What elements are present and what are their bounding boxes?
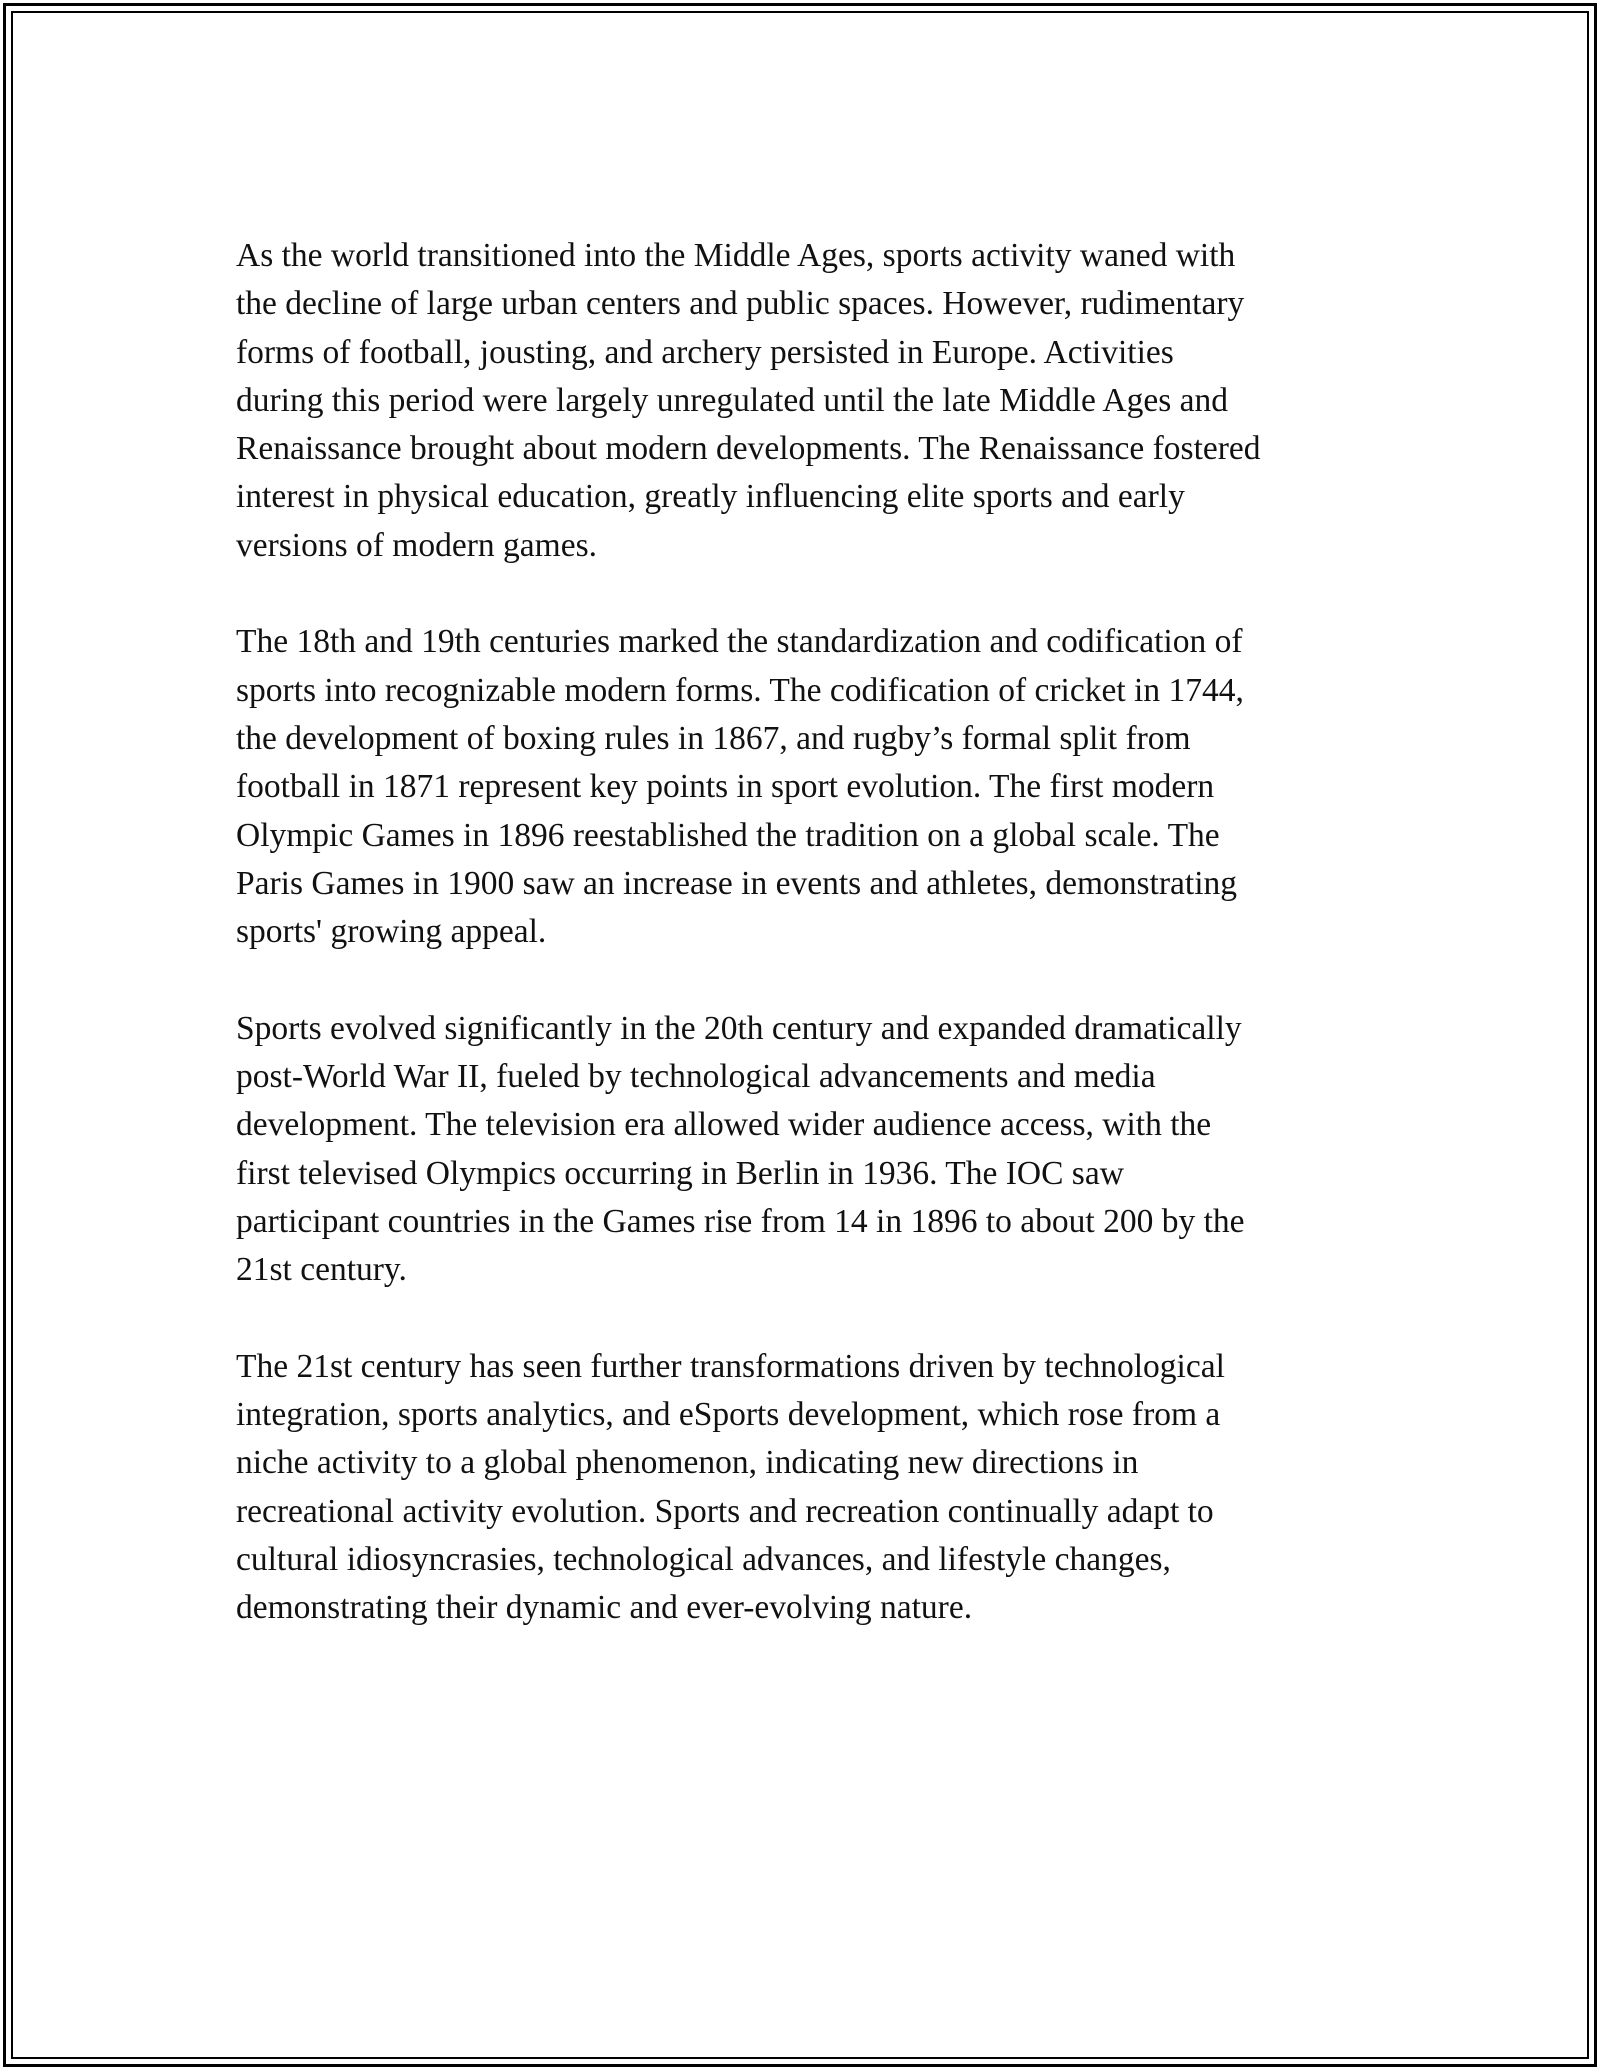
text-line: Sports evolved significantly in the 20th century and expanded dramatically	[236, 1009, 1242, 1047]
text-line: the decline of large urban centers and public spaces. However, rudimentary	[236, 285, 1245, 323]
text-line: niche activity to a global phenomenon, indicating new directions in	[236, 1444, 1139, 1482]
paragraph-20th-century	[236, 1005, 1366, 1295]
text-line: demonstrating their dynamic and ever-evolving nature.	[236, 1589, 973, 1627]
text-line: development. The television era allowed wider audience access, with the	[236, 1106, 1212, 1144]
text-line: Olympic Games in 1896 reestablished the tradition on a global scale. The	[236, 816, 1220, 854]
text-line: sports' growing appeal.	[236, 913, 547, 951]
text-line: 21st century.	[236, 1251, 407, 1289]
text-line: The 18th and 19th centuries marked the standardization and codification of	[236, 623, 1243, 661]
text-line: integration, sports analytics, and eSports development, which rose from a	[236, 1396, 1221, 1434]
paragraph-21st-century	[236, 1343, 1366, 1633]
text-line: cultural idiosyncrasies, technological advances, and lifestyle changes,	[236, 1541, 1171, 1579]
text-line: during this period were largely unregulated until the late Middle Ages and	[236, 381, 1229, 419]
paragraph-18th-19th-centuries	[236, 618, 1366, 956]
text-line: interest in physical education, greatly influencing elite sports and early	[236, 478, 1185, 516]
text-line: recreational activity evolution. Sports and recreation continually adapt to	[236, 1492, 1214, 1530]
text-line: Paris Games in 1900 saw an increase in events and athletes, demonstrating	[236, 864, 1238, 902]
text-line: football in 1871 represent key points in sport evolution. The first modern	[236, 768, 1215, 806]
text-line: the development of boxing rules in 1867, and rugby’s formal split from	[236, 719, 1191, 757]
text-line: The 21st century has seen further transformations driven by technological	[236, 1347, 1225, 1385]
text-line: post-World War II, fueled by technological advancements and media	[236, 1058, 1156, 1096]
text-line: participant countries in the Games rise from 14 in 1896 to about 200 by the	[236, 1202, 1245, 1240]
document-body	[236, 232, 1366, 1681]
text-line: first televised Olympics occurring in Berlin in 1936. The IOC saw	[236, 1154, 1124, 1192]
text-line: sports into recognizable modern forms. The codification of cricket in 1744,	[236, 671, 1244, 709]
text-line: versions of modern games.	[236, 526, 597, 564]
text-line: Renaissance brought about modern developments. The Renaissance fostered	[236, 430, 1261, 468]
text-line: forms of football, jousting, and archery persisted in Europe. Activities	[236, 333, 1174, 371]
text-line: As the world transitioned into the Middle Ages, sports activity waned with	[236, 237, 1236, 274]
paragraph-middle-ages	[236, 232, 1366, 570]
